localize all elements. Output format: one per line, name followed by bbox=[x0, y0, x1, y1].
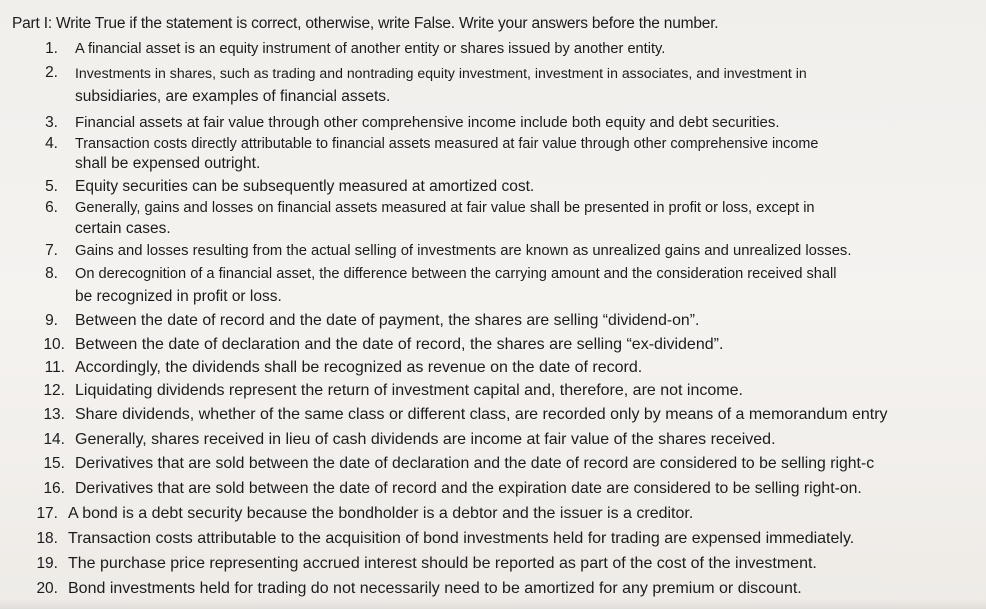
question-1-number: 1. bbox=[45, 40, 58, 57]
question-9-text: Between the date of record and the date of payment, the shares are selling “dividend-on”. bbox=[75, 312, 700, 329]
question-2-text-continued: subsidiaries, are examples of financial assets. bbox=[75, 88, 391, 105]
question-7-number: 7. bbox=[45, 242, 58, 259]
question-15-text: Derivatives that are sold between the date of declaration and the date of record are considered to be selling right-c bbox=[75, 455, 875, 472]
question-14-number: 14. bbox=[43, 431, 65, 448]
question-20-number: 20. bbox=[36, 580, 58, 597]
question-4-text: Transaction costs directly attributable to financial assets measured at fair value through other comprehensive income bbox=[75, 136, 819, 152]
question-13-number: 13. bbox=[43, 406, 65, 423]
question-9-number: 9. bbox=[45, 312, 58, 329]
question-16-number: 16. bbox=[43, 480, 65, 497]
question-1-text: A financial asset is an equity instrument of another entity or shares issued by another entity. bbox=[75, 41, 666, 57]
question-3-text: Financial assets at fair value through other comprehensive income include both equity and debt securities. bbox=[75, 114, 780, 131]
question-6-text: Generally, gains and losses on financial assets measured at fair value shall be presented in profit or loss, except in bbox=[75, 200, 815, 216]
question-15-number: 15. bbox=[43, 455, 65, 472]
question-8-number: 8. bbox=[45, 265, 58, 282]
question-10-number: 10. bbox=[43, 336, 65, 353]
question-10-text: Between the date of declaration and the date of record, the shares are selling “ex-dividend”. bbox=[75, 336, 724, 353]
question-19-text: The purchase price representing accrued interest should be reported as part of the cost of the investment. bbox=[68, 555, 817, 572]
question-8-text: On derecognition of a financial asset, the difference between the carrying amount and the consideration received shall bbox=[75, 266, 837, 282]
question-5-number: 5. bbox=[45, 178, 58, 195]
question-4-number: 4. bbox=[45, 135, 58, 152]
part-heading: Part I: Write True if the statement is correct, otherwise, write False. Write your answers before the number. bbox=[12, 15, 719, 32]
question-20-text: Bond investments held for trading do not necessarily need to be amortized for any premium or discount. bbox=[68, 580, 802, 597]
question-11-text: Accordingly, the dividends shall be recognized as revenue on the date of record. bbox=[75, 359, 643, 376]
question-17-number: 17. bbox=[36, 505, 58, 522]
question-4-text-continued: shall be expensed outright. bbox=[75, 155, 261, 172]
question-12-text: Liquidating dividends represent the return of investment capital and, therefore, are not income. bbox=[75, 382, 743, 399]
question-8-text-continued: be recognized in profit or loss. bbox=[75, 288, 282, 305]
question-11-number: 11. bbox=[44, 359, 65, 376]
question-2-number: 2. bbox=[45, 64, 58, 81]
question-19-number: 19. bbox=[36, 555, 58, 572]
question-17-text: A bond is a debt security because the bondholder is a debtor and the issuer is a creditor. bbox=[68, 505, 694, 522]
question-5-text: Equity securities can be subsequently measured at amortized cost. bbox=[75, 178, 535, 195]
question-13-text: Share dividends, whether of the same class or different class, are recorded only by means of a memorandum entry bbox=[75, 406, 888, 423]
question-12-number: 12. bbox=[43, 382, 65, 399]
question-16-text: Derivatives that are sold between the date of record and the expiration date are considered to be selling right-on. bbox=[75, 480, 862, 497]
question-2-text: Investments in shares, such as trading and nontrading equity investment, investment in associates, and investment in bbox=[75, 65, 807, 81]
question-3-number: 3. bbox=[45, 114, 58, 131]
question-6-text-continued: certain cases. bbox=[75, 220, 171, 237]
question-6-number: 6. bbox=[45, 199, 58, 216]
question-18-number: 18. bbox=[36, 530, 58, 547]
question-18-text: Transaction costs attributable to the acquisition of bond investments held for trading are expensed immediately. bbox=[68, 530, 855, 547]
question-14-text: Generally, shares received in lieu of cash dividends are income at fair value of the shares received. bbox=[75, 431, 776, 448]
question-7-text: Gains and losses resulting from the actual selling of investments are known as unrealized gains and unrealized losses. bbox=[75, 243, 852, 259]
page-bottom-shadow bbox=[0, 599, 986, 609]
